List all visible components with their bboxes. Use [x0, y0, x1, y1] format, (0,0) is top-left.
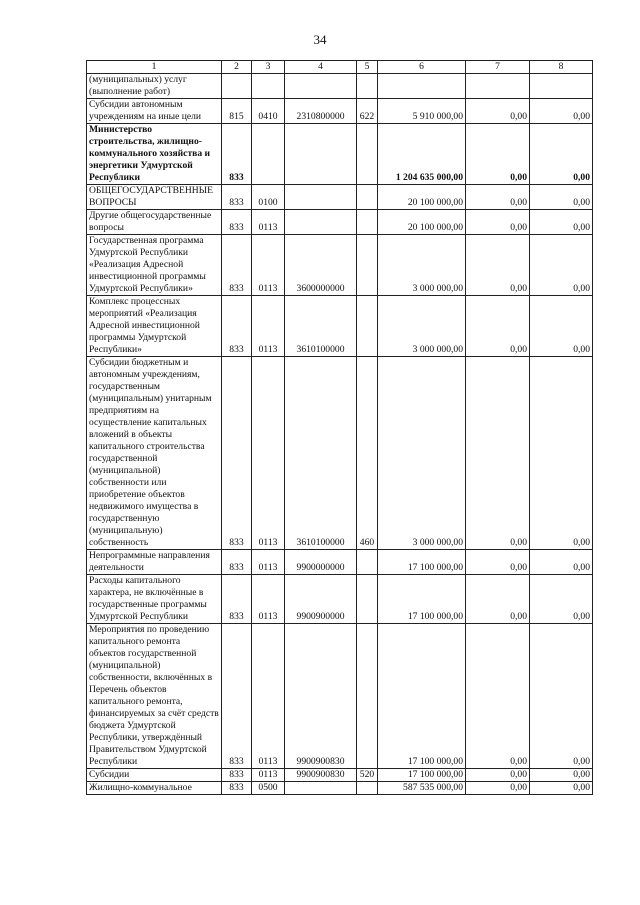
cell-amount: 17 100 000,00 [378, 769, 466, 782]
cell-ministry-code: 833 [222, 624, 252, 769]
cell-expense-type [357, 185, 378, 210]
cell-section-code: 0113 [252, 210, 285, 235]
header-col-4: 4 [285, 61, 357, 74]
cell-ministry-code: 833 [222, 296, 252, 357]
cell-ministry-code: 833 [222, 782, 252, 795]
cell-expense-type [357, 74, 378, 99]
table-row [87, 74, 593, 99]
cell-section-code: 0113 [252, 357, 285, 550]
cell-name: Жилищно-коммунальное [87, 782, 222, 795]
cell-amount-3: 0,00 [530, 296, 593, 357]
table-row [87, 624, 593, 769]
header-col-6: 6 [378, 61, 466, 74]
header-col-1: 1 [87, 61, 222, 74]
cell-amount-2: 0,00 [466, 782, 530, 795]
cell-expense-type [357, 782, 378, 795]
table-row [87, 782, 593, 795]
cell-amount-3: 0,00 [530, 210, 593, 235]
header-col-7: 7 [466, 61, 530, 74]
cell-amount: 20 100 000,00 [378, 185, 466, 210]
cell-ministry-code: 833 [222, 124, 252, 185]
cell-amount-3: 0,00 [530, 624, 593, 769]
cell-target-code [285, 124, 357, 185]
cell-amount-2: 0,00 [466, 550, 530, 575]
cell-amount: 20 100 000,00 [378, 210, 466, 235]
cell-target-code: 9900900000 [285, 575, 357, 624]
cell-expense-type [357, 210, 378, 235]
cell-amount-3: 0,00 [530, 575, 593, 624]
cell-name: Министерство строительства, жилищно-коммунального хозяйства и энергетики Удмуртской Республики [87, 124, 222, 185]
cell-amount-2: 0,00 [466, 357, 530, 550]
cell-amount: 3 000 000,00 [378, 235, 466, 296]
cell-amount-2: 0,00 [466, 624, 530, 769]
cell-expense-type [357, 624, 378, 769]
cell-amount [378, 74, 466, 99]
cell-amount: 17 100 000,00 [378, 550, 466, 575]
cell-expense-type: 460 [357, 357, 378, 550]
cell-name: Мероприятия по проведению капитального ремонта объектов государственной (муниципальной) собственности, включённых в Перечень объектов капитального ремонта, финансируемых за счёт средств бюджета Удмуртской Республики, утверждённый Правительством Удмуртской Республики [87, 624, 222, 769]
cell-amount-2 [466, 74, 530, 99]
table-row [87, 357, 593, 550]
cell-ministry-code: 833 [222, 575, 252, 624]
cell-section-code: 0113 [252, 624, 285, 769]
cell-amount: 3 000 000,00 [378, 357, 466, 550]
cell-name: Субсидии бюджетным и автономным учреждениям, государственным (муниципальным) унитарным предприятиям на осуществление капитальных вложений в объекты капитального строительства государственной (муниципальной) собственности или приобретение объектов недвижимого имущества в государственную (муниципальную) собственность [87, 357, 222, 550]
cell-ministry-code: 833 [222, 550, 252, 575]
cell-amount-3: 0,00 [530, 769, 593, 782]
cell-ministry-code: 833 [222, 769, 252, 782]
header-col-3: 3 [252, 61, 285, 74]
cell-target-code: 3600000000 [285, 235, 357, 296]
cell-ministry-code: 833 [222, 185, 252, 210]
cell-section-code: 0113 [252, 550, 285, 575]
table-row [87, 185, 593, 210]
cell-target-code: 2310800000 [285, 99, 357, 124]
cell-expense-type [357, 575, 378, 624]
cell-section-code [252, 74, 285, 99]
cell-amount: 5 910 000,00 [378, 99, 466, 124]
cell-amount-3: 0,00 [530, 235, 593, 296]
cell-expense-type [357, 550, 378, 575]
table-row [87, 550, 593, 575]
cell-section-code: 0113 [252, 769, 285, 782]
cell-section-code: 0113 [252, 235, 285, 296]
cell-amount-2: 0,00 [466, 185, 530, 210]
header-col-5: 5 [357, 61, 378, 74]
cell-amount-3: 0,00 [530, 124, 593, 185]
cell-name: Комплекс процессных мероприятий «Реализация Адресной инвестиционной программы Удмуртской Республики» [87, 296, 222, 357]
cell-name: Субсидии автономным учреждениям на иные цели [87, 99, 222, 124]
cell-target-code [285, 210, 357, 235]
cell-target-code: 9900900830 [285, 769, 357, 782]
table-row [87, 296, 593, 357]
cell-amount-3: 0,00 [530, 782, 593, 795]
table-row [87, 769, 593, 782]
cell-amount-3: 0,00 [530, 185, 593, 210]
cell-amount: 587 535 000,00 [378, 782, 466, 795]
cell-amount-3: 0,00 [530, 99, 593, 124]
cell-ministry-code: 833 [222, 235, 252, 296]
cell-target-code: 9900900830 [285, 624, 357, 769]
cell-name: ОБЩЕГОСУДАРСТВЕННЫЕ ВОПРОСЫ [87, 185, 222, 210]
cell-expense-type: 622 [357, 99, 378, 124]
cell-section-code: 0500 [252, 782, 285, 795]
cell-target-code [285, 782, 357, 795]
cell-amount: 1 204 635 000,00 [378, 124, 466, 185]
cell-name: Расходы капитального характера, не включённые в государственные программы Удмуртской Республики [87, 575, 222, 624]
cell-amount: 17 100 000,00 [378, 624, 466, 769]
cell-amount-2: 0,00 [466, 99, 530, 124]
cell-ministry-code: 833 [222, 357, 252, 550]
cell-section-code: 0100 [252, 185, 285, 210]
cell-amount: 17 100 000,00 [378, 575, 466, 624]
cell-target-code: 3610100000 [285, 296, 357, 357]
cell-expense-type [357, 296, 378, 357]
cell-name: Непрограммные направления деятельности [87, 550, 222, 575]
cell-amount-3: 0,00 [530, 550, 593, 575]
cell-amount-2: 0,00 [466, 575, 530, 624]
table-row [87, 99, 593, 124]
cell-name: Государственная программа Удмуртской Республики «Реализация Адресной инвестиционной программы Удмуртской Республики» [87, 235, 222, 296]
cell-name: Субсидии [87, 769, 222, 782]
table-body [87, 61, 593, 795]
page-number: 34 [313, 32, 327, 47]
cell-expense-type [357, 235, 378, 296]
table-header-row [87, 61, 593, 74]
cell-ministry-code [222, 74, 252, 99]
cell-target-code [285, 185, 357, 210]
cell-section-code [252, 124, 285, 185]
cell-target-code [285, 74, 357, 99]
cell-ministry-code: 815 [222, 99, 252, 124]
cell-amount: 3 000 000,00 [378, 296, 466, 357]
table-row [87, 235, 593, 296]
cell-target-code: 9900000000 [285, 550, 357, 575]
cell-amount-3 [530, 74, 593, 99]
cell-expense-type: 520 [357, 769, 378, 782]
cell-amount-2: 0,00 [466, 210, 530, 235]
cell-section-code: 0410 [252, 99, 285, 124]
cell-name: (муниципальных) услуг (выполнение работ) [87, 74, 222, 99]
cell-amount-2: 0,00 [466, 769, 530, 782]
cell-ministry-code: 833 [222, 210, 252, 235]
table-row [87, 575, 593, 624]
cell-section-code: 0113 [252, 296, 285, 357]
cell-name: Другие общегосударственные вопросы [87, 210, 222, 235]
cell-amount-3: 0,00 [530, 357, 593, 550]
cell-amount-2: 0,00 [466, 296, 530, 357]
header-col-8: 8 [530, 61, 593, 74]
cell-section-code: 0113 [252, 575, 285, 624]
cell-expense-type [357, 124, 378, 185]
table-row [87, 124, 593, 185]
header-col-2: 2 [222, 61, 252, 74]
cell-amount-2: 0,00 [466, 124, 530, 185]
table-row [87, 210, 593, 235]
budget-table [86, 60, 593, 795]
cell-target-code: 3610100000 [285, 357, 357, 550]
cell-amount-2: 0,00 [466, 235, 530, 296]
